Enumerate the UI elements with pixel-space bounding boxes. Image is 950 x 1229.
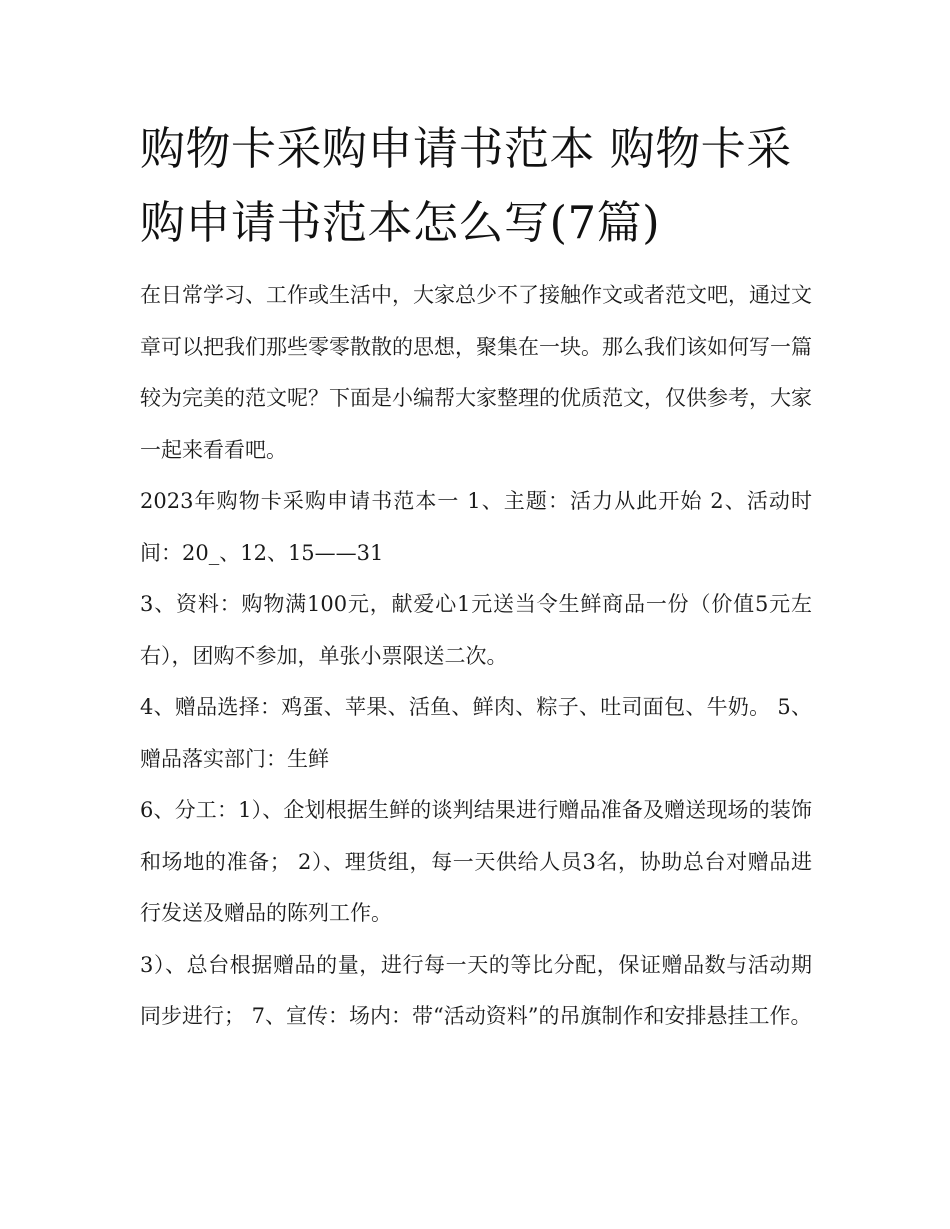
document-content: [140, 112, 812, 1043]
paragraph-front-desk-promotion: 3）、总台根据赠品的量，进行每一天的等比分配，保证赠品数与活动期同步进行； 7、宣传：场内：带“活动资料”的吊旗制作和安排悬挂工作。: [140, 952, 812, 1028]
document-title: 购物卡采购申请书范本 购物卡采购申请书范本怎么写(7篇): [140, 122, 792, 249]
paragraph-theme-time: 2023年购物卡采购申请书范本一 1、主题：活力从此开始 2、活动时间：20_、12、15——31: [140, 489, 812, 565]
paragraph-materials: 3、资料：购物满100元，献爱心1元送当令生鲜商品一份（价值5元左右），团购不参加，单张小票限送二次。: [140, 592, 812, 668]
paragraph-division-of-labor: 6、分工：1）、企划根据生鲜的谈判结果进行赠品准备及赠送现场的装饰和场地的准备； 2）、理货组，每一天供给人员3名，协助总台对赠品进行发送及赠品的陈列工作。: [140, 798, 812, 925]
paragraph-intro: 在日常学习、工作或生活中，大家总少不了接触作文或者范文吧，通过文章可以把我们那些零零散散的思想，聚集在一块。那么我们该如何写一篇较为完美的范文呢？下面是小编帮大家整理的优质范文，仅供参考，大家一起来看看吧。: [140, 283, 812, 462]
document-body: [140, 270, 812, 1043]
paragraph-gift-selection: 4、赠品选择：鸡蛋、苹果、活鱼、鲜肉、粽子、吐司面包、牛奶。 5、赠品落实部门：生鲜: [140, 695, 812, 771]
